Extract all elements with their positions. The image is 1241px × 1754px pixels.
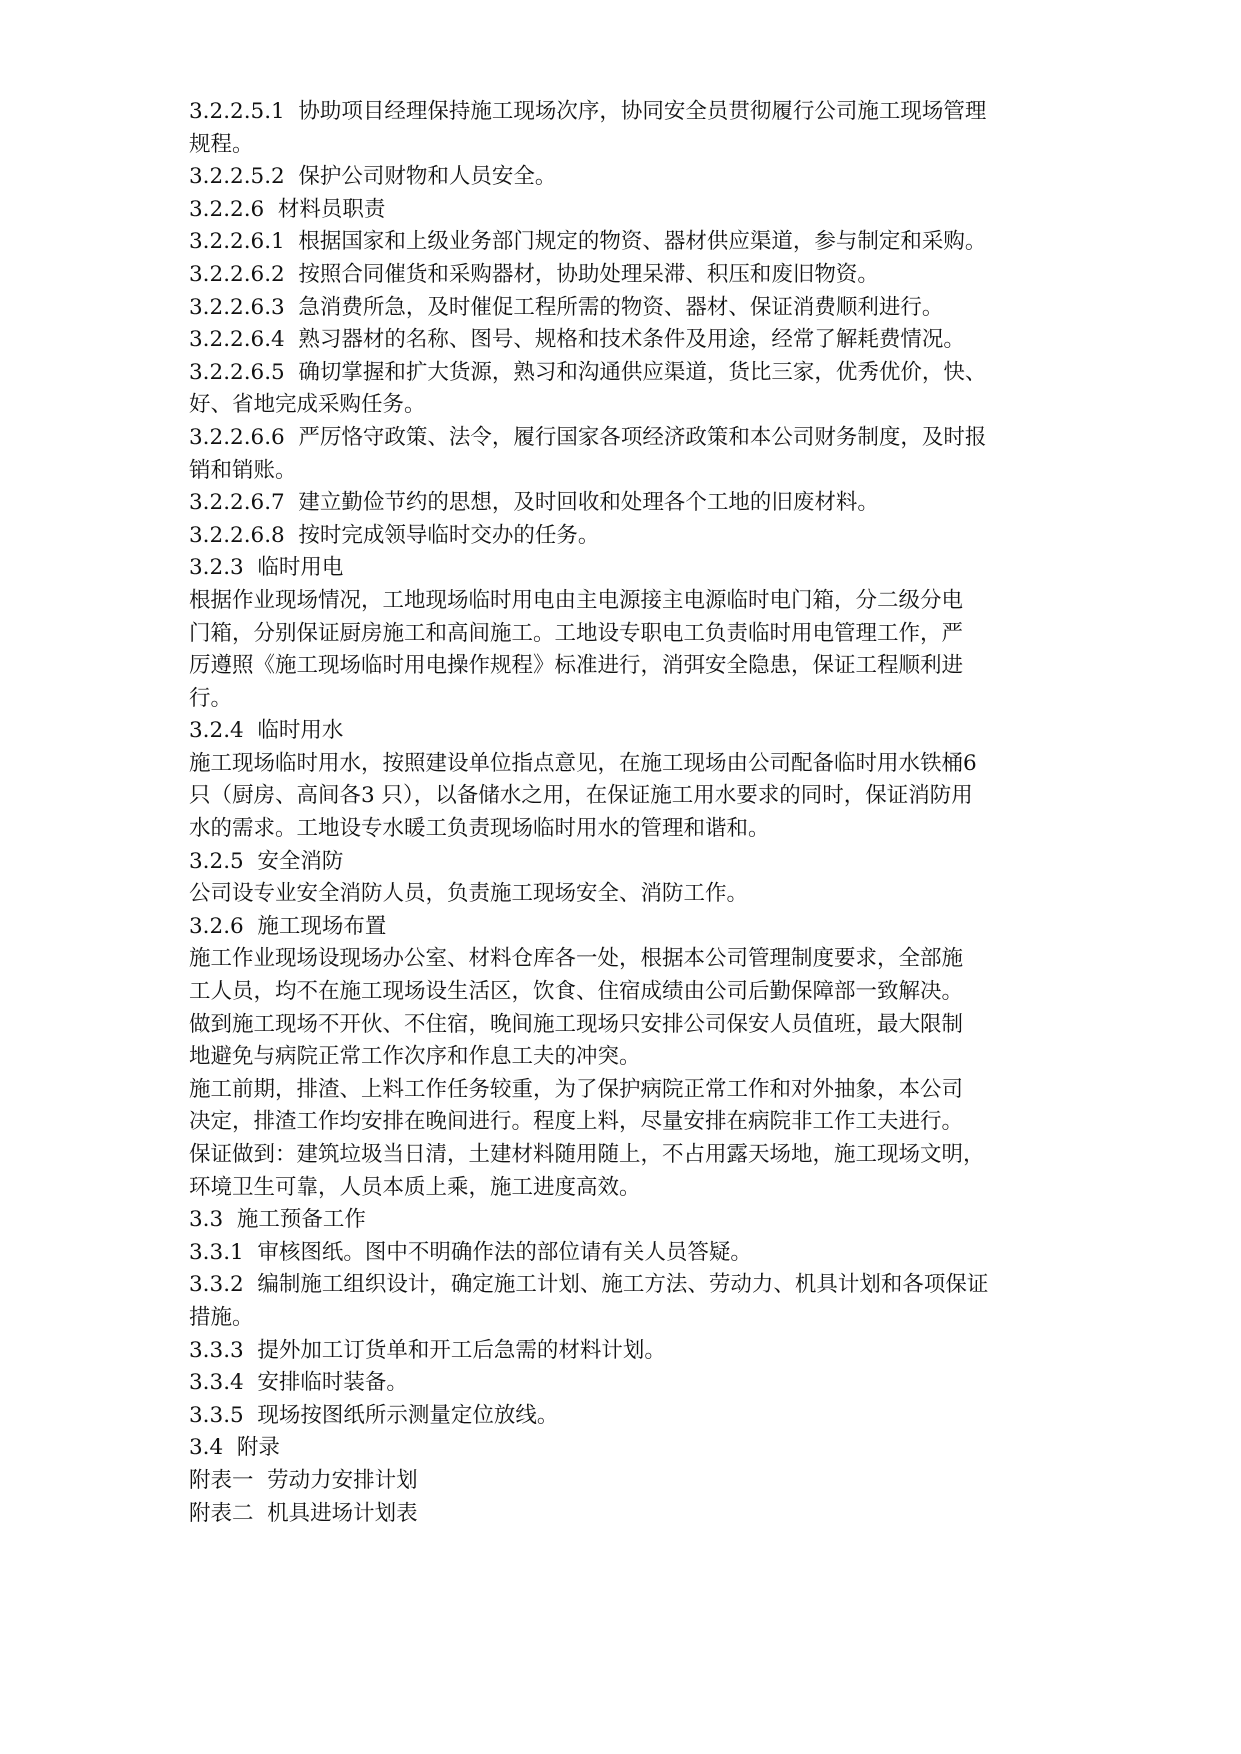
section-heading: 3.3 施工预备工作 — [189, 1207, 366, 1233]
text-line: 3.2.2.5.2 保护公司财物和人员安全。 — [189, 164, 557, 190]
text-line: 3.3.2 编制施工组织设计，确定施工计划、施工方法、劳动力、机具计划和各项保证 — [189, 1272, 989, 1298]
text-line: 只（厨房、高间各3 只），以备储水之用，在保证施工用水要求的同时，保证消防用 — [189, 783, 973, 809]
section-heading: 3.2.5 安全消防 — [189, 848, 344, 874]
text-line: 销和销账。 — [189, 457, 297, 483]
text-line: 根据作业现场情况，工地现场临时用电由主电源接主电源临时电门箱，分二级分电 — [189, 587, 964, 613]
section-heading: 3.2.6 施工现场布置 — [189, 913, 387, 939]
text-line: 公司设专业安全消防人员，负责施工现场安全、消防工作。 — [189, 881, 749, 907]
text-line: 好、省地完成采购任务。 — [189, 392, 426, 418]
text-line: 3.2.2.6.4 熟习器材的名称、图号、规格和技术条件及用途，经常了解耗费情况。 — [189, 327, 965, 353]
text-line: 3.2.2.6.6 严厉恪守政策、法令，履行国家各项经济政策和本公司财务制度，及时报 — [189, 424, 987, 450]
text-line: 决定，排渣工作均安排在晚间进行。程度上料，尽量安排在病院非工作工夫进行。 — [189, 1109, 964, 1135]
text-line: 门箱，分别保证厨房施工和高间施工。工地设专职电工负责临时用电管理工作，严 — [189, 620, 964, 646]
text-line: 3.2.2.6.5 确切掌握和扩大货源，熟习和沟通供应渠道，货比三家，优秀优价，快、 — [189, 359, 987, 385]
text-line: 3.2.2.6.2 按照合同催货和采购器材，协助处理呆滞、积压和废旧物资。 — [189, 261, 879, 287]
appendix-item: 附表一 劳动力安排计划 — [189, 1467, 418, 1493]
text-line: 做到施工现场不开伙、不住宿，晚间施工现场只安排公司保安人员值班，最大限制 — [189, 1011, 964, 1037]
text-line: 3.3.1 审核图纸。图中不明确作法的部位请有关人员答疑。 — [189, 1239, 752, 1265]
text-line: 3.3.4 安排临时装备。 — [189, 1370, 408, 1396]
text-line: 3.3.3 提外加工订货单和开工后急需的材料计划。 — [189, 1337, 666, 1363]
section-heading: 3.2.3 临时用电 — [189, 555, 344, 581]
text-line: 规程。 — [189, 131, 254, 157]
text-line: 3.2.2.6.3 急消费所急，及时催促工程所需的物资、器材、保证消费顺利进行。 — [189, 294, 944, 320]
text-line: 3.2.2.6.8 按时完成领导临时交办的任务。 — [189, 522, 600, 548]
text-line: 3.3.5 现场按图纸所示测量定位放线。 — [189, 1402, 559, 1428]
text-line: 3.2.2.6.7 建立勤俭节约的思想，及时回收和处理各个工地的旧废材料。 — [189, 490, 879, 516]
section-heading: 3.2.4 临时用水 — [189, 718, 344, 744]
text-line: 地避免与病院正常工作次序和作息工夫的冲突。 — [189, 1044, 641, 1070]
text-line: 水的需求。工地设专水暖工负责现场临时用水的管理和谐和。 — [189, 816, 770, 842]
text-line: 行。 — [189, 685, 233, 711]
text-line: 施工现场临时用水，按照建设单位指点意见，在施工现场由公司配备临时用水铁桶6 — [189, 750, 977, 776]
text-line: 环境卫生可靠，人员本质上乘，施工进度高效。 — [189, 1174, 641, 1200]
text-line: 施工作业现场设现场办公室、材料仓库各一处，根据本公司管理制度要求，全部施 — [189, 946, 964, 972]
section-heading: 3.4 附录 — [189, 1435, 280, 1461]
text-line: 保证做到：建筑垃圾当日清，土建材料随用随上，不占用露天场地，施工现场文明， — [189, 1142, 985, 1167]
text-line: 施工前期，排渣、上料工作任务较重，为了保护病院正常工作和对外抽象，本公司 — [189, 1076, 964, 1102]
text-line: 3.2.2.5.1 协助项目经理保持施工现场次序，协同安全员贯彻履行公司施工现场管理 — [189, 99, 987, 124]
appendix-item: 附表二 机具进场计划表 — [189, 1500, 418, 1526]
document-body — [189, 96, 1089, 1530]
text-line: 工人员，均不在施工现场设生活区，饮食、住宿成绩由公司后勤保障部一致解决。 — [189, 979, 964, 1005]
section-heading: 3.2.2.6 材料员职责 — [189, 196, 386, 222]
text-line: 厉遵照《施工现场临时用电操作规程》标准进行，消弭安全隐患，保证工程顺利进 — [189, 653, 964, 679]
text-line: 3.2.2.6.1 根据国家和上级业务部门规定的物资、器材供应渠道，参与制定和采购。 — [189, 229, 987, 255]
text-line: 措施。 — [189, 1304, 254, 1330]
